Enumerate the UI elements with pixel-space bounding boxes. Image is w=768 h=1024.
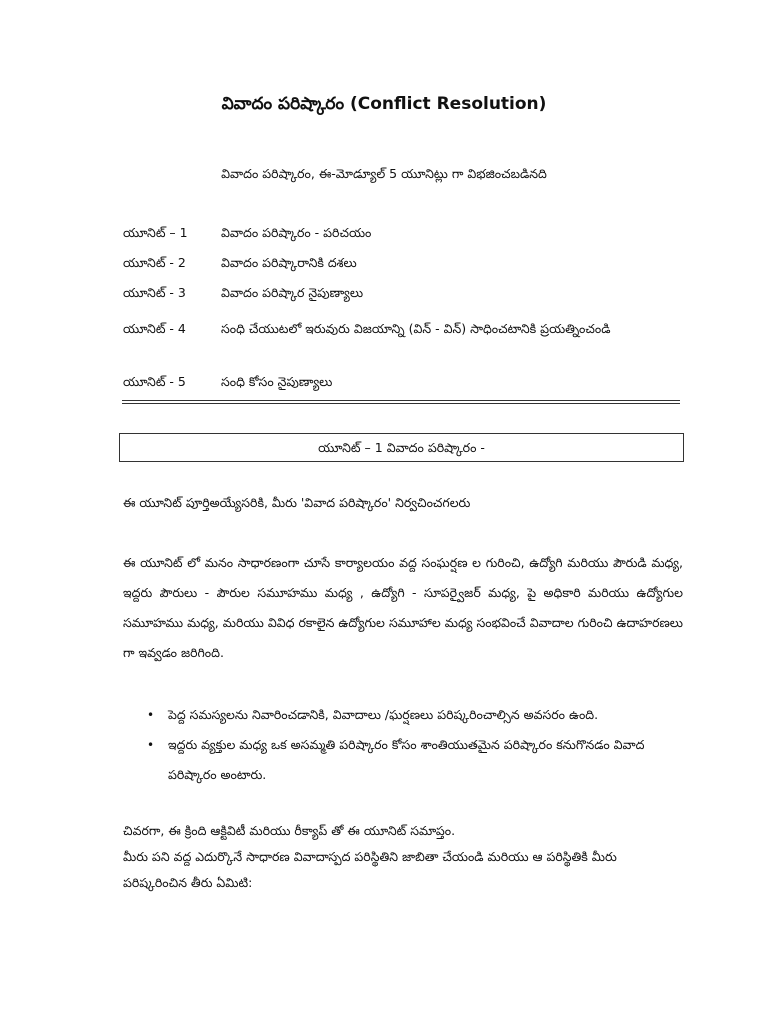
unit-description: సంధి కోసం నైపుణ్యాలు xyxy=(221,374,333,389)
bullet-item xyxy=(123,730,683,790)
bullet-list xyxy=(123,700,683,790)
document-subtitle: వివాదం పరిష్కారం, ఈ-మోడ్యూల్ 5 యూనిట్లు గా విభజించబడినది xyxy=(221,166,547,181)
activity-prompt: మీరు పని వద్ద ఎదుర్కొనే సాధారణ వివాదాస్పద పరిస్థితిని జాబితా చేయండి మరియు ఆ పరిస్థితికి మీరు పరిష్కరించిన తీరు ఏమిటి: xyxy=(123,849,617,890)
unit-code: యూనిట్ - 4 xyxy=(123,321,186,336)
bullet-text: పెద్ద సమస్యలను నివారించడానికి, వివాదాలు /ఘర్షణలు పరిష్కరించాల్సిన అవసరం ఉంది. xyxy=(168,707,599,722)
unit-code: యూనిట్ – 1 xyxy=(123,225,188,240)
closing-section xyxy=(123,818,683,896)
unit-code: యూనిట్ - 3 xyxy=(123,285,186,300)
bullet-icon: • xyxy=(147,708,155,722)
body-paragraph: ఈ యూనిట్ లో మనం సాధారణంగా చూసే కార్యాలయం వద్ద సంఘర్షణ ల గురించి, ఉద్యోగి మరియు పౌరుడి మధ్య, ఇద్దరు పౌరులు - పౌరుల సమూహము మధ్య , ఉద్యోగి - సూపర్వైజర్ మధ్య, పై అధికారి మరియు ఉద్యోగుల సమూహము మధ్య, మరియు వివిధ రకాలైన ఉద్యోగుల సమూహాల మధ్య సంభవించే వివాదాల గురించి ఉదాహరణలు గా ఇవ్వడం జరిగింది. xyxy=(123,555,683,660)
bullet-text: ఇద్దరు వ్యక్తుల మధ్య ఒక అసమ్మతి పరిష్కారం కోసం శాంతియుతమైన పరిష్కారం కనుగొనడం వివాద పరిష్కారం అంటారు. xyxy=(168,737,645,782)
unit-code: యూనిట్ - 2 xyxy=(123,255,186,270)
unit-description: వివాదం పరిష్కార నైపుణ్యాలు xyxy=(221,285,364,300)
unit-description: సంధి చేయుటలో ఇరువురు విజయాన్ని (విన్ - విన్) సాధించటానికి ప్రయత్నించండి xyxy=(221,321,611,336)
unit-description: వివాదం పరిష్కారానికి దశలు xyxy=(221,255,357,270)
bullet-item xyxy=(123,700,683,730)
document-title: వివాదం పరిష్కారం (Conflict Resolution) xyxy=(221,94,547,114)
section-divider xyxy=(122,400,680,404)
unit-heading-box: యూనిట్ – 1 వివాదం పరిష్కారం - xyxy=(119,433,684,462)
closing-line: చివరగా, ఈ క్రింది ఆక్టివిటీ మరియు రీక్యాప్ తో ఈ యూనిట్ సమాప్తం. xyxy=(123,823,456,838)
intro-text: ఈ యూనిట్ పూర్తిఅయ్యేసరికి, మీరు 'వివాద పరిష్కారం' నిర్వచించగలరు xyxy=(123,495,471,510)
unit-code: యూనిట్ - 5 xyxy=(123,374,186,389)
bullet-icon: • xyxy=(147,738,155,752)
unit-description: వివాదం పరిష్కారం - పరిచయం xyxy=(221,225,372,240)
